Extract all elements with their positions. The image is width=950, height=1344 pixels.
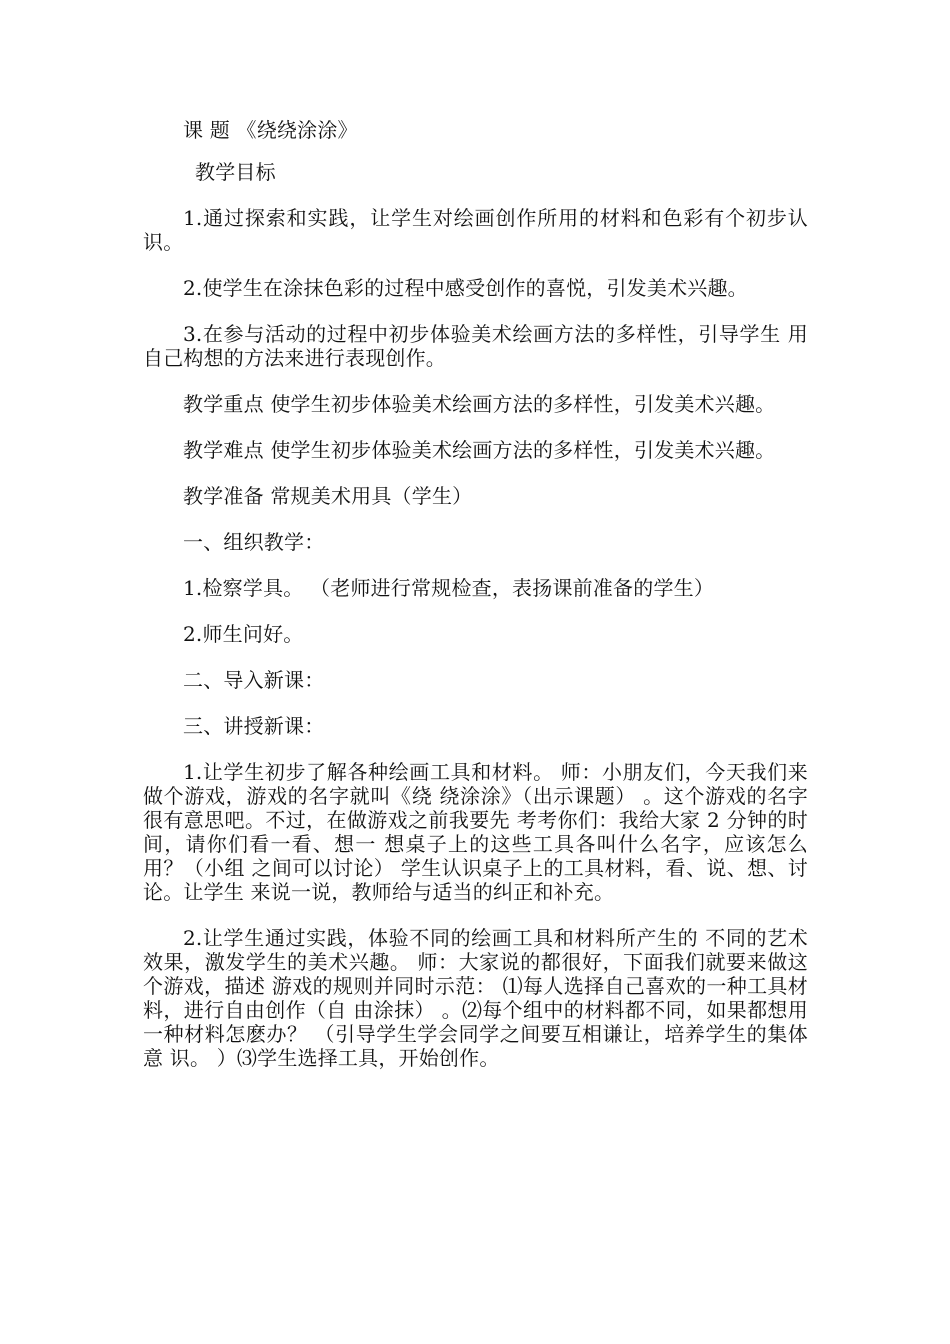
section-1-item-2: 2.师生问好。 (183, 622, 304, 646)
section-3-item-2: 2.让学生通过实践，体验不同的绘画工具和材料所产生的 不同的艺术效果，激发学生的美术兴趣。 师：大家说的都很好，下面我们就要来做这个游戏，描述 游戏的规则并同时示范： ⑴每人选择自己喜欢的一种工具材料，进行自由创作（自 由涂抹） 。⑵每个组中的材料都不同，如果都想用一种材料怎麽办？ （引导学生学会同学之间要互相谦让，培养学生的集体意 识。 ）⑶学生选择工具，开始创作。 (143, 926, 808, 1070)
document-page (143, 118, 808, 1070)
section-2-heading: 二、导入新课： (183, 668, 325, 692)
section-3-heading: 三、讲授新课： (183, 714, 325, 738)
difficulty: 教学难点 使学生初步体验美术绘画方法的多样性，引发美术兴趣。 (183, 438, 776, 462)
section-3-item-1: 1.让学生初步了解各种绘画工具和材料。 师：小朋友们，今天我们来做个游戏，游戏的名字就叫《绕 绕涂涂》（出示课题） 。这个游戏的名字很有意思吧。不过，在做游戏之前我要先 考考你们：我给大家 2 分钟的时间，请你们看一看、想一 想桌子上的这些工具各叫什么名字，应该怎么用？（小组 之间可以讨论） 学生认识桌子上的工具材料，看、说、想、讨论。让学生 来说一说，教师给与适当的纠正和补充。 (143, 760, 808, 904)
objective-item-3: 3.在参与活动的过程中初步体验美术绘画方法的多样性，引导学生 用自己构想的方法来进行表现创作。 (143, 322, 808, 370)
section-1-heading: 一、组织教学： (183, 530, 325, 554)
lesson-title: 课 题 《绕绕涂涂》 (183, 118, 358, 142)
key-point: 教学重点 使学生初步体验美术绘画方法的多样性，引发美术兴趣。 (183, 392, 776, 416)
section-1-item-1: 1.检察学具。 （老师进行常规检查，表扬课前准备的学生） (183, 576, 715, 600)
objective-item-1: 1.通过探索和实践，让学生对绘画创作所用的材料和色彩有个初步认识。 (143, 206, 808, 254)
preparation: 教学准备 常规美术用具（学生） (183, 484, 473, 508)
objective-item-2: 2.使学生在涂抹色彩的过程中感受创作的喜悦，引发美术兴趣。 (183, 276, 748, 300)
objectives-heading: 教学目标 (195, 160, 276, 184)
